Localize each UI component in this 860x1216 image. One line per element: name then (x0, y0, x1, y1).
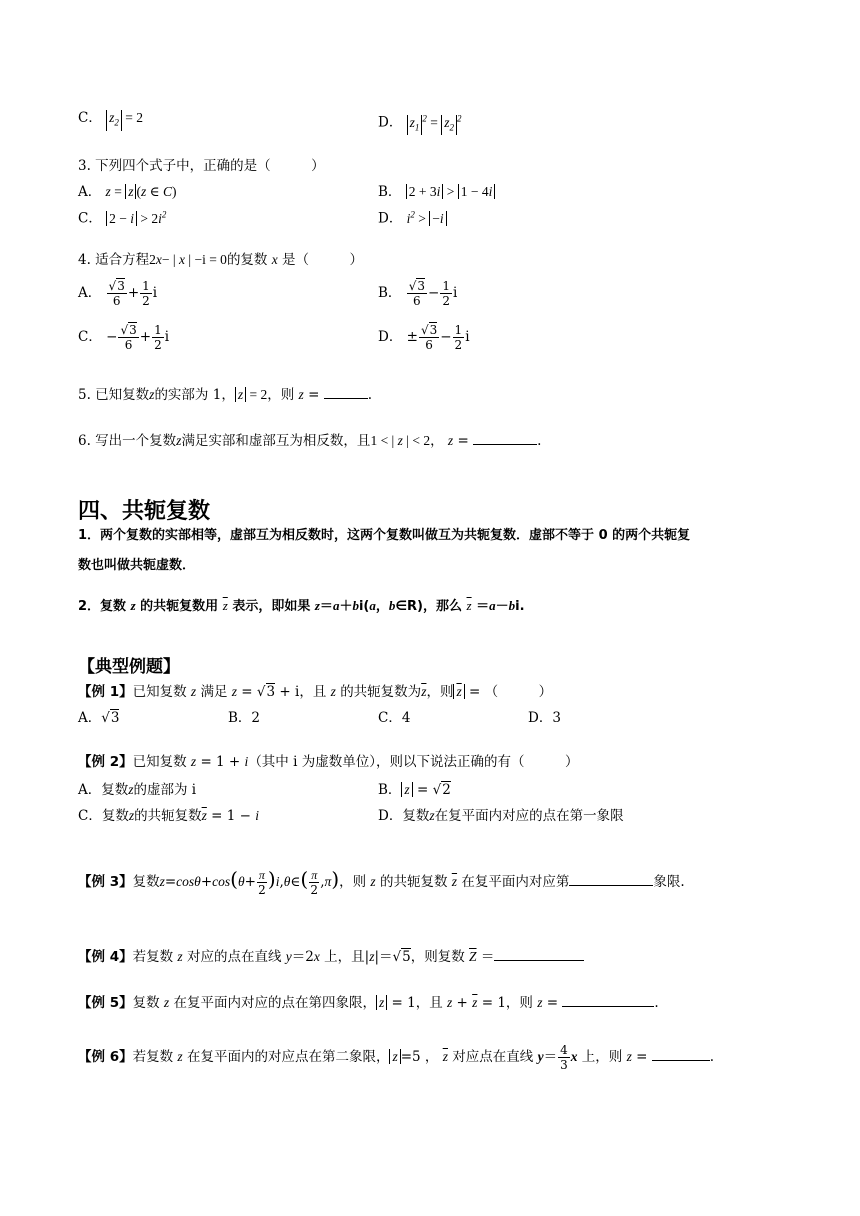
example-1-option-c: C．4 (378, 710, 411, 726)
example-tag: 【例 3】 (78, 874, 133, 890)
q2-option-d (378, 108, 462, 135)
option-label: B． (378, 184, 402, 200)
stem-text: . (537, 433, 542, 449)
paragraph-text: 表示，即如果 (232, 599, 311, 614)
q4-option-b: B． $\frac{√3}{6}$ − $\frac{1}{2}$ i (378, 279, 458, 308)
stem-text: （ ） (484, 684, 553, 700)
answer-blank[interactable] (652, 1046, 710, 1061)
paragraph-text: ，那么 (422, 599, 462, 614)
stem-text: 是（ ） (282, 252, 364, 268)
stem-text: ，且 (299, 684, 327, 700)
option-label: D． (378, 114, 403, 131)
q3-stem: 3. 下列四个式子中，正确的是（ ） (78, 158, 325, 174)
q2-option-d-expr: $z_1^2 = z_2^2$ (407, 115, 462, 130)
stem-text: ＝ (480, 949, 495, 965)
stem-text: ，则 (339, 874, 367, 890)
example-2-stem: 【例 2】已知复数 z = 1 + i（其中 i 为虚数单位），则以下说法正确的有（ ） (78, 754, 579, 770)
stem-text: ，且 (415, 995, 443, 1011)
option-label: A． (78, 710, 102, 726)
stem-text: 对应点在直线 (452, 1049, 534, 1065)
stem-text: 在复平面内的对应点在第二象限， (186, 1049, 390, 1065)
stem-text: 象限. (653, 874, 685, 890)
section-paragraph-2: 2．复数 z 的共轭复数用 $\overline{z}$ 表示，即如果 z＝a＋bi(a，b∈R)，那么 $\overline{z} =a-bi$. (78, 598, 525, 614)
option-label: C． (78, 329, 102, 345)
stem-text: 的共轭复数为 (340, 684, 422, 700)
section-paragraph-1-line-2: 数也叫做共轭虚数． (78, 558, 196, 573)
stem-text: 满足 (200, 684, 228, 700)
answer-blank[interactable] (569, 871, 653, 886)
paragraph-text: 的共轭复数用 (140, 599, 219, 614)
example-tag: 【例 5】 (78, 995, 133, 1011)
answer-blank[interactable] (473, 430, 537, 445)
answer-blank[interactable] (562, 992, 654, 1007)
option-label: A． (78, 184, 102, 200)
stem-text: 满足实部和虚部互为相反数，且 (181, 433, 371, 449)
option-label: A．复数 (78, 782, 129, 798)
stem-text: 复数 (132, 874, 160, 890)
example-1-option-d: D．3 (528, 710, 561, 726)
stem-text: ， (424, 1049, 439, 1065)
example-2-option-b: B． z = √2 (378, 782, 451, 798)
q3-option-a: A． z = z (z ∈ C) (78, 184, 177, 200)
option-text: 的虚部为 i (133, 782, 197, 798)
stem-text: 在复平面内对应第 (461, 874, 570, 890)
example-6-stem: 【例 6】若复数 z 在复平面内的对应点在第二象限， z =5 ， $\overline{z}$ 对应点在直线 y＝ $\frac{4}{3}$ x 上，则 z = . (78, 1043, 715, 1072)
example-5-stem: 【例 5】复数 z 在复平面内对应的点在第四象限， z = 1，且 $z + \overline{z} = 1$，则 z = . (78, 992, 659, 1013)
example-tag: 【例 4】 (78, 949, 133, 965)
option-label: D． (378, 210, 403, 227)
answer-blank[interactable] (324, 384, 368, 399)
option-label: B． (378, 782, 402, 798)
section-paragraph-1-line-1: 1．两个复数的实部相等，虚部互为相反数时，这两个复数叫做互为共轭复数．虚部不等于 0 的两个共轭复 (78, 528, 691, 543)
example-1-stem: 【例 1】已知复数 z 满足 z = √3 + i，且 z 的共轭复数为$\overline{z}$，则 $\overline{z}$ = （ ） (78, 684, 553, 700)
q4-stem: 4. 适合方程2x− | x | −i = 0的复数 x 是（ ） (78, 252, 364, 268)
option-text: 的共轭复数 (134, 808, 202, 824)
option-label: D．复数 (378, 808, 430, 824)
q3-option-b: B． 2 + 3i > 1 − 4i (378, 182, 495, 202)
example-1-option-a: A．√3 (78, 710, 120, 726)
option-label: A． (78, 285, 102, 301)
option-label: C．复数 (78, 808, 129, 824)
answer-blank[interactable] (494, 946, 584, 961)
example-4-stem: 【例 4】若复数 z 对应的点在直线 y＝2x 上，且|z|＝√5，则复数 $\overline{Z}$ ＝ (78, 946, 584, 967)
example-tag: 【例 1】 (78, 684, 133, 700)
stem-text: 若复数 (132, 1049, 174, 1065)
q6-stem: 6. 写出一个复数z满足实部和虚部互为相反数，且1 < | z | < 2， z = . (78, 430, 541, 451)
stem-text: 已知复数 (132, 754, 187, 770)
examples-title: 【典型例题】 (78, 657, 180, 677)
stem-text: 在复平面内对应的点在第四象限， (173, 995, 376, 1011)
paragraph-text: 2．复数 (78, 599, 127, 614)
stem-text: ， (430, 433, 444, 449)
stem-text: 4. 适合方程 (78, 252, 150, 268)
stem-text: ，则 (426, 684, 454, 700)
paragraph-text: . (519, 599, 525, 614)
example-2-option-a: A．复数z的虚部为 i (78, 782, 197, 798)
option-label: B． (378, 285, 402, 301)
stem-text: . (654, 995, 659, 1011)
stem-text: ，则 (505, 995, 533, 1011)
section-title: 四、共轭复数 (78, 499, 211, 524)
stem-text: 5. 已知复数 (78, 387, 150, 403)
stem-text: （其中 i 为虚数单位），则以下说法正确的有（ ） (248, 754, 579, 770)
stem-text: 6. 写出一个复数 (78, 433, 177, 449)
q5-stem: 5. 已知复数z的实部为 1， z = 2，则 z = . (78, 384, 372, 405)
example-2-option-d: D．复数z在复平面内对应的点在第一象限 (378, 808, 624, 824)
example-2-option-c: C．复数z的共轭复数$\overline{z} = 1 - i$ (78, 808, 260, 824)
option-label: C． (78, 210, 102, 227)
stem-text: 的实部为 1， (154, 387, 235, 403)
q4-option-d: D． ± $\frac{√3}{6}$ − $\frac{1}{2}$ i (378, 323, 470, 352)
stem-text: . (709, 1049, 715, 1065)
q2-option-c-expr: $z_2 = 2$ (106, 110, 143, 125)
stem-text: 若复数 (132, 949, 174, 965)
stem-text: ，则 (267, 387, 295, 403)
stem-text: 对应的点在直线 (186, 949, 282, 965)
example-3-stem: 【例 3】复数z=cosθ+cos(θ+ $\frac{\pi}{2}$ )i,θ∈( $\frac{\pi}{2}$ ,π)，则 z 的共轭复数 $\overline{z}$ 在复平面内对应第 象限. (78, 867, 685, 897)
example-tag: 【例 6】 (78, 1049, 133, 1065)
stem-text: 上，且 (324, 949, 365, 965)
q2-option-c (78, 108, 143, 131)
stem-text: 已知复数 (132, 684, 187, 700)
stem-text: 的复数 (226, 252, 268, 268)
q3-option-c: C． $2 - i > 2i^2$ (78, 209, 167, 227)
stem-text: 的共轭复数 (379, 874, 448, 890)
option-label: C． (78, 110, 102, 126)
q4-option-a: A． $\frac{√3}{6}$ + $\frac{1}{2}$ i (78, 279, 158, 308)
option-label: D． (378, 329, 403, 345)
stem-text: 上，则 (581, 1049, 623, 1065)
stem-text: ，则复数 (410, 949, 465, 965)
stem-text: 复数 (132, 995, 160, 1011)
option-text: 在复平面内对应的点在第一象限 (434, 808, 624, 824)
q4-option-c: C． − $\frac{√3}{6}$ + $\frac{1}{2}$ i (78, 323, 170, 352)
example-1-option-b: B．2 (228, 710, 261, 726)
q3-option-d: D． $i^2 > -i$ (378, 204, 447, 229)
example-tag: 【例 2】 (78, 754, 133, 770)
stem-text: . (367, 387, 372, 403)
